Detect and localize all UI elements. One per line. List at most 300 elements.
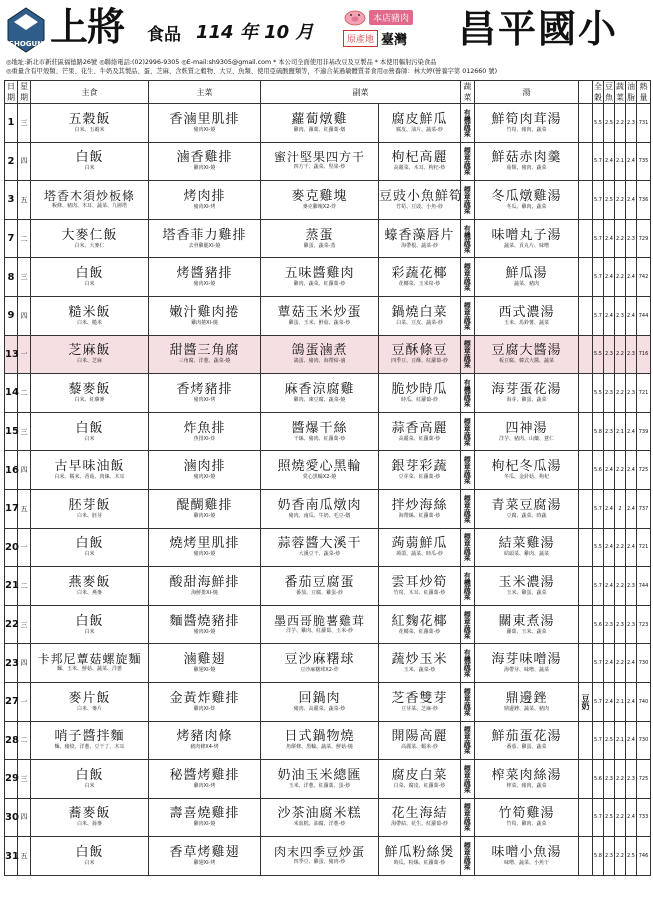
table-row — [5, 104, 651, 143]
main-dish-name: 醍醐雞排 — [176, 497, 233, 513]
row-date: 20 — [5, 528, 18, 567]
main-dish-ingredients: 豬肉條X4-烤 — [190, 744, 219, 751]
side-dish-2-ingredients: 海帶根、蔬菜-炒 — [401, 242, 438, 249]
side-dish-2-cell — [379, 412, 461, 451]
header-veg: 蔬菜 — [461, 81, 475, 104]
extra-item — [579, 412, 593, 451]
extra-item — [579, 219, 593, 258]
staple-ingredients: 麵、豬絞、洋蔥、豆干丁、木耳 — [54, 744, 125, 751]
soup-ingredients: 海帶芽、味噌、蔬菜 — [503, 667, 549, 674]
staple-cell — [31, 567, 149, 606]
header-extra — [579, 81, 593, 104]
nutrition-value: 2.3 — [604, 412, 615, 451]
nutrition-value: 731 — [637, 104, 651, 143]
nutrition-value: 725 — [637, 760, 651, 799]
staple-cell — [31, 837, 149, 876]
staple-cell — [31, 605, 149, 644]
staple-name: 蕎麥飯 — [68, 806, 111, 822]
extra-item — [579, 296, 593, 335]
staple-name: 白飯 — [75, 845, 104, 861]
vegetable-type: 標章蔬菜 — [461, 142, 475, 181]
staple-name: 五穀飯 — [68, 111, 111, 127]
soup-ingredients: 冬瓜、雞肉、蔬菜 — [506, 203, 547, 210]
header-main: 主菜 — [149, 81, 261, 104]
side-dish-2-ingredients: 高麗菜、蝦米-炒 — [401, 744, 438, 751]
table-row — [5, 644, 651, 683]
nutrition-value: 2.4 — [604, 296, 615, 335]
staple-name: 燕麥飯 — [68, 574, 111, 590]
row-weekday: 四 — [18, 142, 31, 181]
side-dish-ingredients: 干絲、豬肉、紅蘿蔔-炒 — [293, 435, 346, 442]
side-dish-2-name: 花生海結 — [391, 806, 448, 822]
nutrition-value: 2.4 — [626, 451, 637, 490]
nutrition-value: 2.4 — [626, 258, 637, 297]
pig-icon — [343, 8, 367, 26]
main-dish-ingredients: 海鮮排XI-燒 — [191, 589, 218, 596]
soup-cell — [475, 142, 579, 181]
nutrition-value: 2.3 — [626, 567, 637, 606]
main-dish-ingredients: 豬肉XI-燒 — [193, 628, 216, 635]
side-dish-cell — [261, 181, 379, 220]
side-dish-ingredients: 雞肉、蘿蔔、紅蘿蔔-燉 — [293, 126, 346, 133]
info-line-2: ◎重量含有甲殼類、芒果、花生、牛奶及其製品、蛋、芝麻、含麩質之穀物、大豆、魚類、使用亞硫酸鹽類等，不適合某過敏體質者食用◎營養師：林大婷(營養字第 012660 號) — [6, 68, 498, 75]
nutrition-value: 2.5 — [604, 721, 615, 760]
main-dish-cell — [149, 798, 261, 837]
header-date: 日期 — [5, 81, 18, 104]
extra-item — [579, 760, 593, 799]
side-dish-2-cell — [379, 258, 461, 297]
main-dish-ingredients: 雞翅XI-燒 — [193, 667, 216, 674]
row-weekday: 五 — [18, 489, 31, 528]
table-row — [5, 605, 651, 644]
main-dish-ingredients: 雞肉XI-燒 — [193, 165, 216, 172]
nutrition-value: 723 — [637, 605, 651, 644]
soup-cell — [475, 837, 579, 876]
staple-cell — [31, 335, 149, 374]
row-weekday: 一 — [18, 335, 31, 374]
side-dish-name: 番茄豆腐蛋 — [284, 574, 355, 590]
staple-cell — [31, 644, 149, 683]
nutrition-value: 2.2 — [615, 567, 626, 606]
row-weekday: 四 — [18, 296, 31, 335]
row-date: 3 — [5, 181, 18, 220]
side-dish-cell — [261, 219, 379, 258]
table-row — [5, 181, 651, 220]
staple-ingredients: 白米、麥片 — [76, 705, 102, 712]
side-dish-ingredients: 鴿蛋、豬肉、海帶結-滷 — [293, 358, 346, 365]
side-dish-2-ingredients: 四季豆、豆酥、紅蘿蔔-炒 — [391, 358, 448, 365]
side-dish-cell — [261, 258, 379, 297]
side-dish-ingredients: 麥克雞塊X2-炸 — [302, 203, 337, 210]
nutrition-value: 2.3 — [626, 219, 637, 258]
main-dish-name: 烤肉排 — [183, 188, 226, 204]
main-dish-cell — [149, 760, 261, 799]
nutrition-value: 2.2 — [615, 258, 626, 297]
side-dish-2-cell — [379, 335, 461, 374]
nutrition-value: 2.2 — [615, 451, 626, 490]
nutrition-value: 5.7 — [593, 567, 604, 606]
extra-item — [579, 181, 593, 220]
nutrition-value: 721 — [637, 374, 651, 413]
table-row — [5, 296, 651, 335]
nutrition-value: 2.2 — [615, 798, 626, 837]
staple-ingredients: 白米、蕎麥 — [76, 821, 102, 828]
nutrition-value: 2.1 — [615, 721, 626, 760]
side-dish-2-ingredients: 花椰菜、玉米筍-炒 — [398, 281, 441, 288]
main-dish-cell — [149, 181, 261, 220]
side-dish-2-cell — [379, 374, 461, 413]
main-dish-name: 燒烤里肌排 — [169, 536, 240, 552]
side-dish-ingredients: 雞肉、凍豆腐、蔬菜-燒 — [293, 396, 346, 403]
side-dish-2-name: 拌炒海絲 — [391, 497, 448, 513]
nutrition-value: 5.7 — [593, 181, 604, 220]
side-dish-2-ingredients: 蒟蒻、蔬菜、時瓜-炒 — [396, 551, 443, 558]
side-dish-ingredients: 四方干、蔬菜、堅果-炒 — [293, 164, 346, 171]
side-dish-2-name: 芝香雙芽 — [391, 690, 448, 706]
staple-cell — [31, 374, 149, 413]
nutrition-value: 2.2 — [615, 335, 626, 374]
nutrition-value: 2.4 — [604, 451, 615, 490]
side-dish-2-cell — [379, 605, 461, 644]
side-dish-ingredients: 豆沙麻糬球X2-炸 — [300, 667, 339, 674]
menu-month: 114 年 10 月 — [196, 22, 314, 43]
row-weekday: 三 — [18, 412, 31, 451]
nutrition-value: 736 — [637, 181, 651, 220]
header-weekday: 星期 — [18, 81, 31, 104]
nutrition-value: 2.3 — [615, 605, 626, 644]
table-row — [5, 682, 651, 721]
main-dish-name: 烤豬肉條 — [176, 729, 233, 745]
side-dish-2-name: 蒟蒻鮮瓜 — [391, 536, 448, 552]
side-dish-name: 蘿蔔燉雞 — [291, 111, 348, 127]
nutrition-value: 2.4 — [626, 798, 637, 837]
main-dish-name: 滷香雞排 — [176, 150, 233, 166]
brand-subtitle: 食品 — [147, 25, 181, 45]
table-row — [5, 219, 651, 258]
nutrition-value: 735 — [637, 142, 651, 181]
vegetable-type: 標章蔬菜 — [461, 798, 475, 837]
side-dish-ingredients: 洋芋、雞肉、紅蘿蔔、玉米-炒 — [286, 627, 353, 634]
soup-ingredients: 玉米、馬鈴薯、蔬菜 — [503, 319, 549, 326]
main-dish-ingredients: 雞肉XI-燒 — [193, 512, 216, 519]
soup-name: 鮮茄蛋花湯 — [491, 729, 562, 745]
side-dish-name: 肉末四季豆炒蛋 — [273, 845, 365, 860]
main-dish-name: 滷雞翅 — [183, 652, 226, 668]
staple-ingredients: 白米 — [84, 165, 95, 172]
staple-cell — [31, 219, 149, 258]
nutrition-value: 2.3 — [615, 296, 626, 335]
side-dish-name: 蒸蛋 — [305, 227, 334, 243]
main-dish-cell — [149, 528, 261, 567]
side-dish-ingredients: 雞蛋、蔬菜-蒸 — [303, 242, 336, 249]
nutrition-value: 737 — [637, 489, 651, 528]
side-dish-cell — [261, 142, 379, 181]
side-dish-ingredients: 玉米、洋蔥、紅蘿蔔、蛋-炒 — [288, 782, 351, 789]
row-weekday: 三 — [18, 760, 31, 799]
nutrition-value: 721 — [637, 528, 651, 567]
nutrition-value: 744 — [637, 567, 651, 606]
row-date: 23 — [5, 644, 18, 683]
nutrition-value: 5.7 — [593, 296, 604, 335]
nutrition-value: 2.5 — [604, 181, 615, 220]
main-dish-cell — [149, 258, 261, 297]
soup-cell — [475, 219, 579, 258]
main-dish-cell — [149, 567, 261, 606]
staple-cell — [31, 760, 149, 799]
table-row — [5, 528, 651, 567]
vegetable-type: 標章蔬菜 — [461, 760, 475, 799]
row-date: 14 — [5, 374, 18, 413]
side-dish-cell — [261, 104, 379, 143]
nutrition-value: 5.7 — [593, 644, 604, 683]
main-dish-cell — [149, 682, 261, 721]
side-dish-2-name: 鮮瓜粉絲煲 — [384, 845, 455, 861]
staple-cell — [31, 296, 149, 335]
nutrition-value: 2.3 — [626, 335, 637, 374]
side-dish-name: 麻香涼腐雞 — [284, 381, 355, 397]
nutrition-value: 2.4 — [604, 219, 615, 258]
main-dish-name: 香草烤雞翅 — [169, 845, 240, 861]
nutrition-value: 2.5 — [604, 104, 615, 143]
pork-origin-badge — [341, 8, 419, 48]
staple-cell — [31, 104, 149, 143]
main-dish-ingredients: 豬肉XI-燒 — [193, 474, 216, 481]
side-dish-2-cell — [379, 837, 461, 876]
staple-ingredients: 白米 — [84, 281, 95, 288]
staple-ingredients: 白米、燕麥 — [76, 589, 102, 596]
nutrition-value: 2.3 — [604, 837, 615, 876]
side-dish-name: 照燒愛心黑輪 — [277, 459, 362, 475]
nutrition-value: 5.7 — [593, 258, 604, 297]
staple-ingredients: 白米 — [84, 860, 95, 867]
side-dish-cell — [261, 760, 379, 799]
vegetable-type: 標章蔬菜 — [461, 682, 475, 721]
side-dish-2-ingredients: 時瓜、紅蘿蔔-炒 — [401, 396, 438, 403]
side-dish-2-ingredients: 時瓜、粉絲、紅蘿蔔-炒 — [393, 860, 446, 867]
row-date: 28 — [5, 721, 18, 760]
row-weekday: 二 — [18, 721, 31, 760]
header-n1: 全穀 — [594, 82, 602, 102]
nutrition-value: 2.2 — [615, 837, 626, 876]
main-dish-cell — [149, 104, 261, 143]
vegetable-type: 標章蔬菜 — [461, 451, 475, 490]
row-weekday: 五 — [18, 181, 31, 220]
soup-ingredients: 鼎邊銼、蔬菜、豬肉 — [503, 705, 549, 712]
main-dish-name: 壽喜燒雞排 — [169, 806, 240, 822]
row-weekday: 三 — [18, 104, 31, 143]
side-dish-2-cell — [379, 219, 461, 258]
nutrition-value: 2.1 — [615, 142, 626, 181]
side-dish-name: 沙茶油腐米糕 — [277, 806, 362, 822]
staple-cell — [31, 142, 149, 181]
side-dish-2-cell — [379, 142, 461, 181]
soup-cell — [475, 567, 579, 606]
nutrition-value: 5.6 — [593, 451, 604, 490]
main-dish-cell — [149, 412, 261, 451]
soup-name: 海芽蛋花湯 — [491, 381, 562, 397]
staple-ingredients: 白米 — [84, 551, 95, 558]
row-date: 27 — [5, 682, 18, 721]
row-weekday: 四 — [18, 644, 31, 683]
nutrition-value: 746 — [637, 837, 651, 876]
menu-body — [5, 104, 651, 876]
nutrition-value: 5.5 — [593, 528, 604, 567]
nutrition-value: 5.5 — [593, 374, 604, 413]
table-row — [5, 142, 651, 181]
soup-ingredients: 菇類、豬肉、蔬菜 — [506, 165, 547, 172]
nutrition-value: 2 — [615, 489, 626, 528]
nutrition-value: 5.7 — [593, 489, 604, 528]
vegetable-type: 有機蔬菜 — [461, 104, 475, 143]
vegetable-type: 標章蔬菜 — [461, 296, 475, 335]
staple-ingredients: 白米、大麥仁 — [74, 242, 105, 249]
header-n4: 油脂 — [627, 82, 635, 102]
nutrition-value: 2.4 — [626, 721, 637, 760]
nutrition-value: 5.5 — [593, 335, 604, 374]
soup-cell — [475, 605, 579, 644]
soup-ingredients: 味噌、蔬菜、小魚干 — [503, 860, 549, 867]
soup-name: 味噌丸子湯 — [491, 227, 562, 243]
soup-name: 豆腐大醬湯 — [491, 343, 562, 359]
nutrition-value: 5.7 — [593, 682, 604, 721]
nutrition-value: 2.3 — [604, 374, 615, 413]
row-date: 15 — [5, 412, 18, 451]
main-dish-ingredients: 豬肉XI-烤 — [193, 203, 216, 210]
side-dish-2-cell — [379, 451, 461, 490]
table-row — [5, 489, 651, 528]
main-dish-cell — [149, 451, 261, 490]
row-weekday: 一 — [18, 682, 31, 721]
main-dish-name: 塔香菲力雞排 — [162, 227, 247, 243]
nutrition-value: 2.2 — [615, 181, 626, 220]
vegetable-type: 有機蔬菜 — [461, 219, 475, 258]
staple-ingredients: 白米 — [84, 628, 95, 635]
row-weekday: 一 — [18, 528, 31, 567]
side-dish-2-cell — [379, 104, 461, 143]
side-dish-name: 麥克雞塊 — [291, 188, 348, 204]
row-date: 8 — [5, 258, 18, 297]
extra-item — [579, 644, 593, 683]
side-dish-name: 五味醬雞肉 — [284, 266, 355, 282]
nutrition-value: 2.4 — [626, 682, 637, 721]
side-dish-2-name: 鍋燒白菜 — [391, 304, 448, 320]
table-row — [5, 374, 651, 413]
main-dish-ingredients: 豬肉XI-燒 — [193, 281, 216, 288]
vegetable-type: 標章蔬菜 — [461, 605, 475, 644]
vegetable-type: 有機蔬菜 — [461, 374, 475, 413]
staple-ingredients: 粄條、豬肉、木耳、蔬菜、九層塔 — [51, 202, 127, 209]
badge-label: 原產地 — [343, 30, 378, 47]
row-date: 31 — [5, 837, 18, 876]
staple-ingredients: 白米、五穀米 — [74, 126, 105, 133]
soup-name: 玉米濃湯 — [498, 574, 555, 590]
vegetable-type: 標章蔬菜 — [461, 181, 475, 220]
vegetable-type: 標章蔬菜 — [461, 528, 475, 567]
vegetable-type: 標章蔬菜 — [461, 837, 475, 876]
side-dish-name: 鴿蛋滷煮 — [291, 343, 348, 359]
extra-item — [579, 104, 593, 143]
nutrition-value: 716 — [637, 335, 651, 374]
row-weekday: 二 — [18, 374, 31, 413]
main-dish-name: 滷肉排 — [183, 459, 226, 475]
side-dish-ingredients: 大溪豆干、蔬菜-炒 — [298, 551, 341, 558]
badge-title: 本店豬肉 — [369, 10, 413, 25]
main-dish-name: 金黃炸雞排 — [169, 690, 240, 706]
staple-ingredients: 白米 — [84, 782, 95, 789]
header-side: 副菜 — [261, 81, 461, 104]
main-dish-name: 炸魚排 — [183, 420, 226, 436]
extra-item — [579, 605, 593, 644]
row-weekday: 二 — [18, 567, 31, 606]
side-dish-2-name: 開陽高麗 — [391, 729, 448, 745]
table-row — [5, 798, 651, 837]
side-dish-2-name: 豆酥條豆 — [391, 343, 448, 359]
side-dish-2-ingredients: 白菜、腐皮、紅蘿蔔-炒 — [393, 782, 446, 789]
side-dish-cell — [261, 644, 379, 683]
soup-ingredients: 海芽、雞蛋、蔬菜 — [506, 396, 547, 403]
side-dish-2-name: 豆豉小魚鮮筍 — [379, 188, 464, 204]
nutrition-value: 2.3 — [626, 760, 637, 799]
soup-cell — [475, 296, 579, 335]
logo-text: SHOGUN — [8, 40, 44, 48]
soup-cell — [475, 644, 579, 683]
nutrition-value: 2.5 — [604, 798, 615, 837]
nutrition-value: 2.2 — [615, 760, 626, 799]
side-dish-cell — [261, 412, 379, 451]
staple-name: 大麥仁飯 — [61, 227, 118, 243]
nutrition-value: 2.2 — [615, 528, 626, 567]
extra-item — [579, 567, 593, 606]
side-dish-2-name: 蠔香藻唇片 — [384, 227, 455, 243]
table-row — [5, 412, 651, 451]
side-dish-2-cell — [379, 296, 461, 335]
soup-ingredients: 板豆腐、韓式大醬、蔬菜 — [498, 358, 554, 365]
side-dish-cell — [261, 721, 379, 760]
nutrition-value: 742 — [637, 258, 651, 297]
staple-name: 白飯 — [75, 266, 104, 282]
staple-name: 白飯 — [75, 150, 104, 166]
nutrition-value: 2.1 — [615, 412, 626, 451]
nutrition-value: 2.4 — [626, 142, 637, 181]
table-header-row — [5, 81, 651, 104]
side-dish-cell — [261, 296, 379, 335]
header-staple: 主食 — [31, 81, 149, 104]
soup-cell — [475, 451, 579, 490]
soup-cell — [475, 760, 579, 799]
nutrition-value: 2.4 — [604, 682, 615, 721]
main-dish-cell — [149, 644, 261, 683]
header-soup: 湯 — [475, 81, 579, 104]
main-dish-cell — [149, 374, 261, 413]
main-dish-cell — [149, 837, 261, 876]
side-dish-2-cell — [379, 489, 461, 528]
soup-cell — [475, 489, 579, 528]
side-dish-ingredients: 豬肉、南瓜、牛奶、毛豆-燉 — [288, 512, 351, 519]
staple-cell — [31, 721, 149, 760]
soup-name: 關東煮湯 — [498, 613, 555, 629]
nutrition-value: 2.3 — [626, 104, 637, 143]
table-row — [5, 335, 651, 374]
brand-name: 上將 — [50, 5, 125, 49]
staple-cell — [31, 528, 149, 567]
vegetable-type: 標章蔬菜 — [461, 721, 475, 760]
nutrition-value: 2.2 — [615, 644, 626, 683]
extra-item — [579, 528, 593, 567]
header-n5: 熱量 — [637, 81, 651, 104]
row-date: 7 — [5, 219, 18, 258]
extra-item: 豆奶 — [579, 682, 593, 721]
nutrition-value: 733 — [637, 798, 651, 837]
